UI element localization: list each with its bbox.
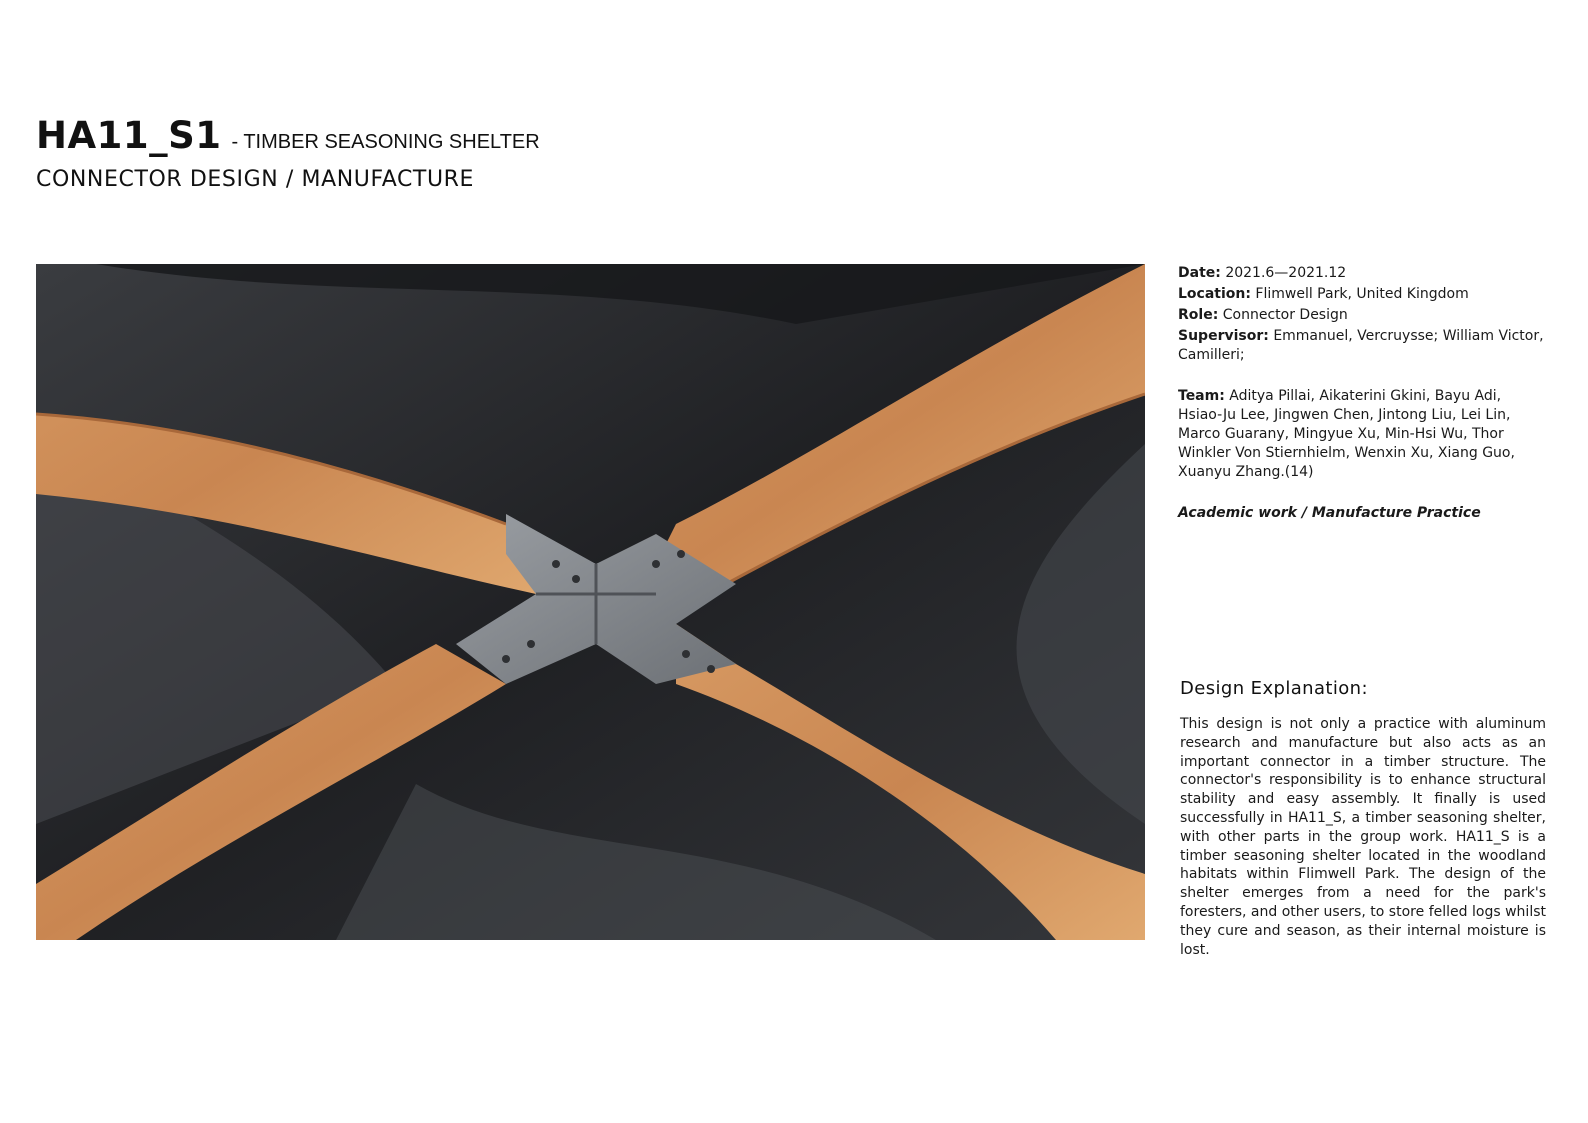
title-line <box>36 114 540 157</box>
project-info <box>1178 264 1548 525</box>
team-value: Aditya Pillai, Aikaterini Gkini, Bayu Adi, Hsiao-Ju Lee, Jingwen Chen, Jintong Liu, Lei Lin, Marco Guarany, Mingyue Xu, Min-Hsi Wu, Thor Winkler Von Stiernhielm, Wenxin Xu, Xiang Guo, Xuanyu Zhang.(14) <box>1178 388 1515 480</box>
date-label: Date: <box>1178 265 1221 281</box>
project-name: - TIMBER SEASONING SHELTER <box>231 131 540 153</box>
photo-timber-connector-icon <box>36 264 1145 940</box>
title-block <box>36 114 540 192</box>
team-label: Team: <box>1178 388 1225 404</box>
design-title: Design Explanation: <box>1180 678 1368 699</box>
design-explanation <box>1180 678 1546 959</box>
supervisor-label: Supervisor: <box>1178 328 1269 344</box>
location-value: Flimwell Park, United Kingdom <box>1255 286 1469 302</box>
date-value: 2021.6—2021.12 <box>1225 265 1347 281</box>
academic-label: Academic work / Manufacture Practice <box>1178 505 1481 521</box>
supervisor-value: Emmanuel, Vercruysse; William Victor, Camilleri; <box>1178 328 1544 363</box>
role-label: Role: <box>1178 307 1219 323</box>
location-label: Location: <box>1178 286 1251 302</box>
location-row <box>1178 285 1548 304</box>
supervisor-row <box>1178 327 1548 365</box>
design-text: This design is not only a practice with aluminum research and manufacture but also acts as an important connector in a timber structure. The connector's responsibility is to enhance structural stability and easy assembly. It finally is used successfully in HA11_S, a timber seasoning shelter, with other parts in the group work. HA11_S is a timber seasoning shelter located in the woodland habitats within Flimwell Park. The design of the shelter emerges from a need for the park's foresters, and other users, to store felled logs whilst they cure and season, as their internal moisture is lost. <box>1180 716 1546 958</box>
role-value: Connector Design <box>1222 307 1348 323</box>
team-row <box>1178 387 1548 482</box>
date-row <box>1178 264 1548 283</box>
page-subtitle: CONNECTOR DESIGN / MANUFACTURE <box>36 167 475 192</box>
connector-photo <box>36 264 1145 940</box>
project-code: HA11_S1 <box>36 114 222 157</box>
role-row <box>1178 306 1548 325</box>
